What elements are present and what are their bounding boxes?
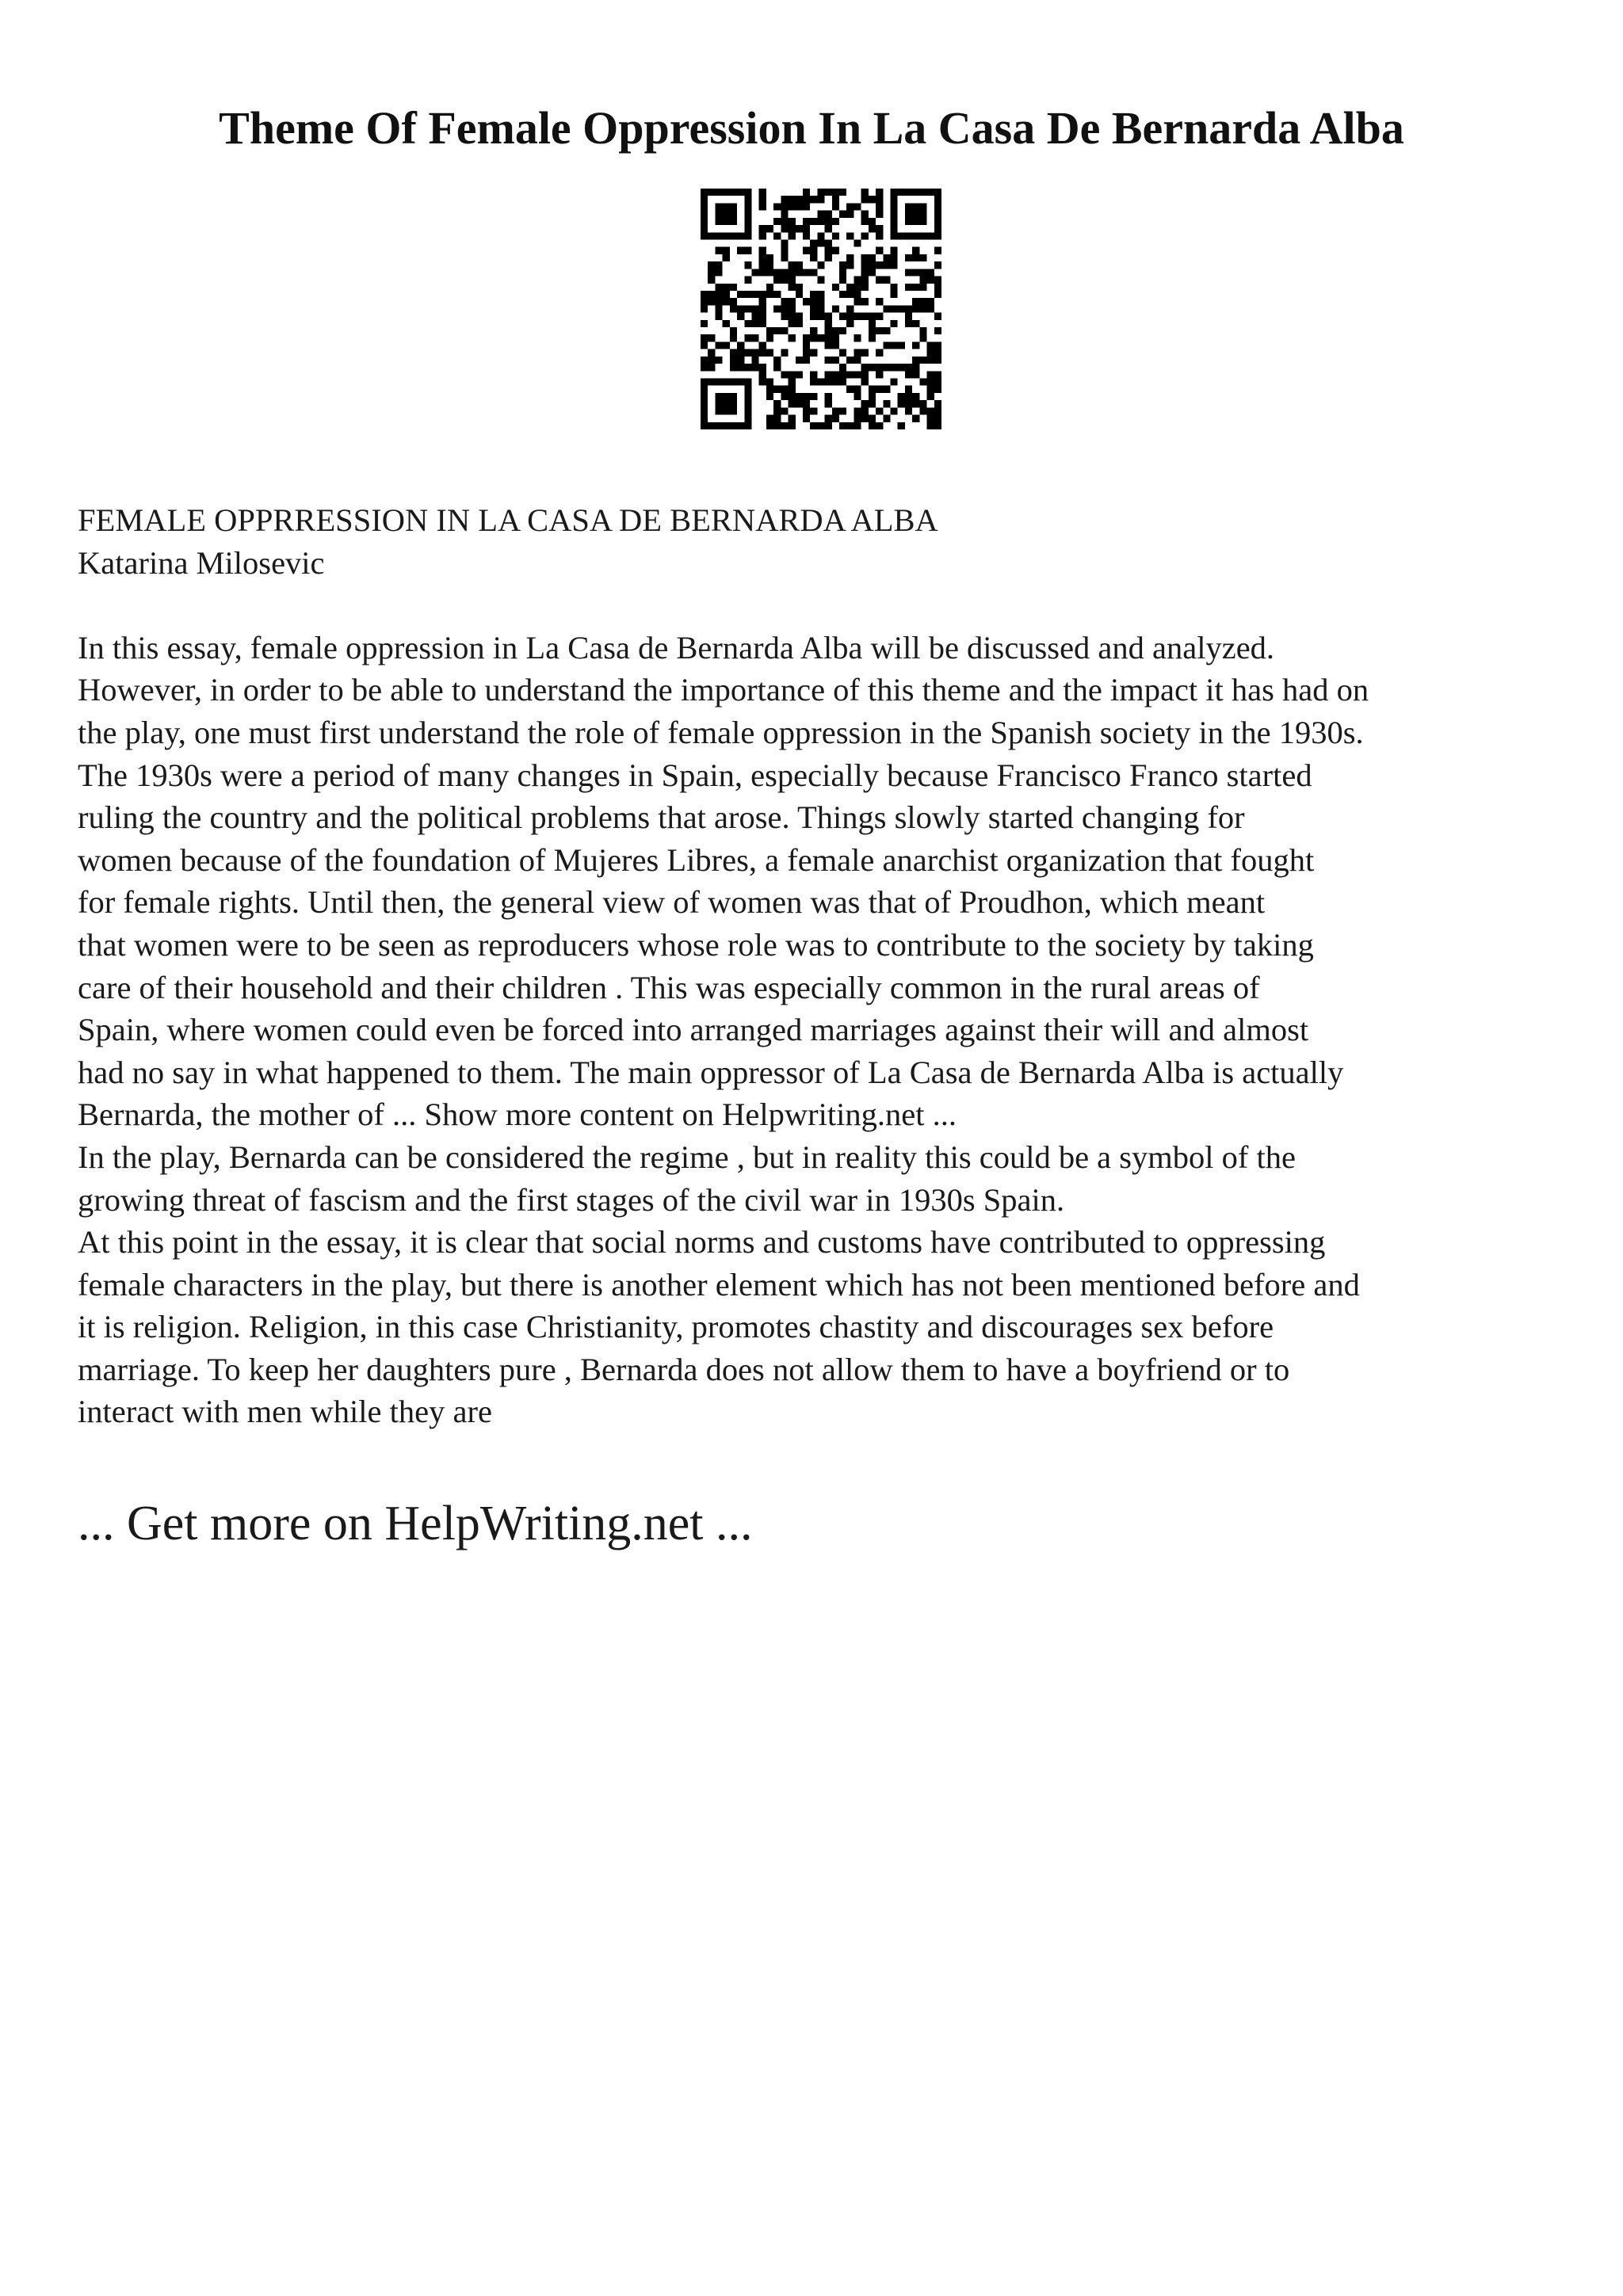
body-line: it is religion. Religion, in this case Christianity, promotes chastity and discourages sex before [78,1309,1274,1345]
page-title: Theme Of Female Oppression In La Casa De Bernarda Alba [219,102,1404,154]
body-line: marriage. To keep her daughters pure , Bernarda does not allow them to have a boyfriend or to [78,1351,1290,1387]
body-line: female characters in the play, but there is another element which has not been mentioned before and [78,1266,1360,1302]
paragraph-gap [78,584,1583,627]
qr-code-icon [701,189,941,429]
body-line: interact with men while they are [78,1394,492,1430]
body-line: However, in order to be able to understand the importance of this theme and the impact it has had on [78,672,1369,708]
body-line: In this essay, female oppression in La Casa de Bernarda Alba will be discussed and analyzed. [78,629,1275,666]
essay-heading: FEMALE OPPRRESSION IN LA CASA DE BERNARDA ALBA [78,502,938,538]
body-line: had no say in what happened to them. The main oppressor of La Casa de Bernarda Alba is actually [78,1054,1344,1090]
body-line: Spain, where women could even be forced into arranged marriages against their will and almost [78,1012,1309,1048]
body-line: In the play, Bernarda can be considered the regime , but in reality this could be a symbol of the [78,1138,1296,1175]
body-line: At this point in the essay, it is clear that social norms and customs have contributed to oppressing [78,1224,1326,1261]
body-line: women because of the foundation of Mujeres Libres, a female anarchist organization that fought [78,841,1315,878]
author-name: Katarina Milosevic [78,544,325,581]
body-line: care of their household and their children . This was especially common in the rural areas of [78,969,1260,1005]
body-line: for female rights. Until then, the general view of women was that of Proudhon, which meant [78,884,1266,921]
body-line: ruling the country and the political problems that arose. Things slowly started changing for [78,799,1245,836]
essay-body [78,499,1583,1433]
body-line: that women were to be seen as reproducers whose role was to contribute to the society by taking [78,926,1314,963]
body-line: Bernarda, the mother of ... Show more content on Helpwriting.net ... [78,1097,957,1133]
get-more-link[interactable]: ... Get more on HelpWriting.net ... [78,1497,753,1550]
body-line: the play, one must first understand the role of female oppression in the Spanish society in the 1930s. [78,714,1364,750]
body-line: growing threat of fascism and the first stages of the civil war in 1930s Spain. [78,1181,1065,1218]
body-line: The 1930s were a period of many changes in Spain, especially because Francisco Franco started [78,757,1312,793]
